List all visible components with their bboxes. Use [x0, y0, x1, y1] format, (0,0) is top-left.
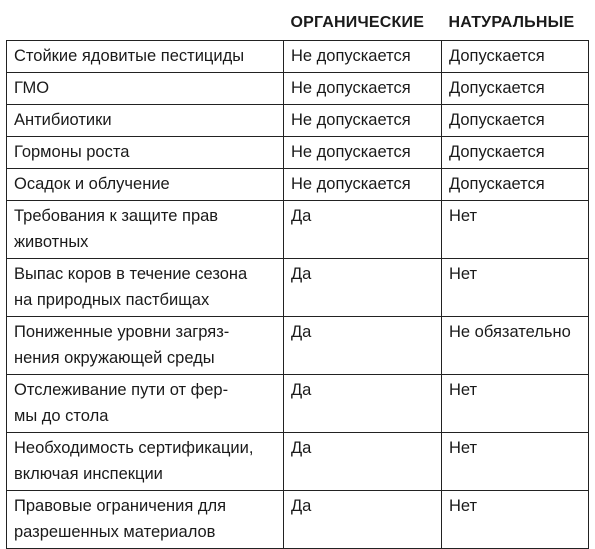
feature-cell: Антибиотики: [7, 105, 284, 137]
feature-cell: Гормоны роста: [7, 137, 284, 169]
feature-cell: Отслеживание пути от фер- мы до стола: [7, 375, 284, 433]
header-feature: [7, 6, 284, 41]
header-row: [7, 6, 589, 41]
table-row: [7, 201, 589, 259]
feature-cell: Требования к защите прав животных: [7, 201, 284, 259]
table-header: [7, 6, 589, 41]
organic-cell: Не допускается: [284, 73, 442, 105]
feature-cell: Правовые ограничения для разрешенных материалов: [7, 491, 284, 549]
natural-cell: Нет: [442, 375, 589, 433]
natural-cell: Допускается: [442, 137, 589, 169]
table-row: [7, 259, 589, 317]
natural-cell: Нет: [442, 433, 589, 491]
organic-cell: Да: [284, 259, 442, 317]
table-row: [7, 41, 589, 73]
organic-cell: Да: [284, 317, 442, 375]
table-row: [7, 375, 589, 433]
organic-cell: Не допускается: [284, 41, 442, 73]
table-row: [7, 137, 589, 169]
organic-cell: Не допускается: [284, 105, 442, 137]
organic-cell: Да: [284, 491, 442, 549]
feature-cell: Стойкие ядовитые пестициды: [7, 41, 284, 73]
table-row: [7, 317, 589, 375]
table-row: [7, 491, 589, 549]
feature-cell: Выпас коров в течение сезона на природных пастбищах: [7, 259, 284, 317]
organic-cell: Не допускается: [284, 137, 442, 169]
table-body: [7, 41, 589, 549]
natural-cell: Допускается: [442, 73, 589, 105]
natural-cell: Допускается: [442, 105, 589, 137]
natural-cell: Нет: [442, 259, 589, 317]
natural-cell: Нет: [442, 201, 589, 259]
feature-cell: ГМО: [7, 73, 284, 105]
table-row: [7, 169, 589, 201]
feature-cell: Необходимость сертификации, включая инспекции: [7, 433, 284, 491]
natural-cell: Нет: [442, 491, 589, 549]
organic-cell: Да: [284, 201, 442, 259]
feature-cell: Осадок и облучение: [7, 169, 284, 201]
table-row: [7, 105, 589, 137]
comparison-table: [6, 6, 589, 549]
natural-cell: Допускается: [442, 41, 589, 73]
organic-cell: Да: [284, 433, 442, 491]
table-row: [7, 73, 589, 105]
organic-cell: Не допускается: [284, 169, 442, 201]
natural-cell: Не обязательно: [442, 317, 589, 375]
header-organic: ОРГАНИЧЕСКИЕ: [284, 6, 442, 41]
table-row: [7, 433, 589, 491]
organic-cell: Да: [284, 375, 442, 433]
natural-cell: Допускается: [442, 169, 589, 201]
feature-cell: Пониженные уровни загряз- нения окружающей среды: [7, 317, 284, 375]
header-natural: НАТУРАЛЬНЫЕ: [442, 6, 589, 41]
